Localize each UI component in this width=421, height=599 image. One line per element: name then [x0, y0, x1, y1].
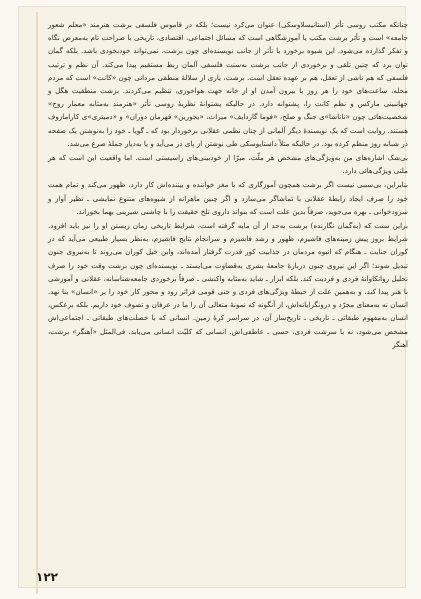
paragraph-3: بنابراین، بی‌سببی نیست اگر برشت همچون آموزگاری که با مغز خواننده و بیننده‌اش کار دارد، ظهور می‌کند و تمام همت خود را صرف ایجاد رابطهٔ عقلانی با تماشاگر می‌سازد و اگر چنین ماهرانه از شیوه‌های متنوع نمایشی ـ نظیر آواز و سرودخوانی ـ بهره می‌جوید، صرفاً بدین علت است که بتواند داروی تلخ حقیقت را با چاشنی شیرینی بهما بخوراند.	[48, 180, 408, 216]
page-edge	[36, 12, 38, 594]
paragraph-4: براین سنت که (به‌گمان نگارنده) برشت به‌حد از آن مایه گرفته است، شرایط تاریخی زمان زیستن او را نیز باید افزود. شرایط بروز پیش زمینه‌های فاشیزم، ظهور و رشد فاشیزم و سرانجام نتایج فاشیزم، به‌نظر بسیار طبیعی می‌آید که در کوران جنایت ـ هنگام که انبوه مردمان در جذابیت کور قدرت گرفتار آمده‌اند، واین خیل کوران می‌روند تا به‌نیروی جنون تبدیل شوند؛ اگر این نیروی جنون دربارهٔ جامعهٔ بشری به‌قضاوت می‌ایستد ـ نویسنده‌ای چون برشت وقت خود را صرف تحلیل روانکاوانهٔ فردی و فردیت کند. بلکه ابزار ـ شاید به‌مثابه واکنشی ـ صرفاً برخوردی جامعه‌شناسانه، عقلانی و آموزشی با هنر پیدا کند، و به‌همین علت از حیطهٔ ویژگی‌های فردی و حتی قومی فراتر رود و محور کار خود را بر «انسان» بنا نهد. انسان نه به‌معنای مجرّد و درونگرایانه‌اش، از آنگونه که نمونهٔ متعالی آن را ما در عرفان و تصوف خود داریم. بلکه برعکس، انسان به‌مفهوم طبقاتی ـ تاریخی ـ تاریخ‌ساز آن، در سراسر کرهٔ زمین. انسانی که با خصلت‌های طبقاتی ـ اجتماعی‌اش مشخص می‌شود، نه با سرشت فردی، حسی ـ عاطفی‌اش. انسانی که کلیّت انسانی می‌یابد. فی‌المثل «آهنگر» برشت، آهنگر	[48, 221, 408, 349]
body-text	[48, 18, 408, 351]
page-number: ۱۲۲	[36, 570, 58, 584]
paragraph-2: بی‌شک اشاره‌های من به‌ویژگی‌های مشخص هر ملّت، مبرّا از خودبینی‌های راسیستی است. اما واقعیت این است که هر ملتی ویژگی‌هائی دارد.	[48, 153, 408, 176]
paragraph-1: چنانکه مکتب روسی تأثر (استانیسلاوسکی) عنوان می‌کرد نیست؛ بلکه در قاموس فلسفی برشت هنرمند «معلم شعور جامعه» است و تأثر برشت مکتب یا آموزشگاهی است که مسائل اجتماعی، اقتصادی، تاریخی با صراحت تام به‌معرض نگاه و تفکر گذارده می‌شود. این شیوه برخورد با تأثر از جانب نویسنده‌ای چون برشت، نمی‌تواند خودبخودی باشد. بلکه گمان توان برد که چنین تلقی و برخوردی از جانب برشت به‌سنت فلسفی آلمان ربط مستقیم پیدا می‌کند. آن نظم و ترتیب فلسفی که هم ناشی از تعقل، هم بر عهده تعقل است. برشت، یاری از سلالهٔ منطقی مردانی چون «کانت» است که مردم محله، ساعت‌های خود را هر روز با بیرون آمدن او از خانه جهت هواخوری، تنظیم می‌کردند. برشت منطقیت هگل و جهانبینی مارکس و نظم کانت را، پشتوانه دارد. در حالیکه پشتوانهٔ نظریهٔ روسی تأثر «هنرمند به‌مثابه معمار روح» شخصیت‌هائی چون «ناتاشا»ی جنگ و صلح، «فوما گاردایف» میراث، «یجورین» قهرمان دوران» و «دمیتری»ی کارامازوف هستند. روایت است که یک نویسندهٔ دیگر آلمانی از چنان نظمی عقلانی برخوردار بود که ـ گویا ـ خود را به‌نوشتن یک صفحه در شبانه روز منظم کرده بود. در حالیکه مثلاً داستایوسکی طی نوشتن از پای در می‌آید و یا به‌دیار جملهٔ صرع می‌شد.	[48, 20, 408, 148]
book-page	[18, 6, 406, 588]
